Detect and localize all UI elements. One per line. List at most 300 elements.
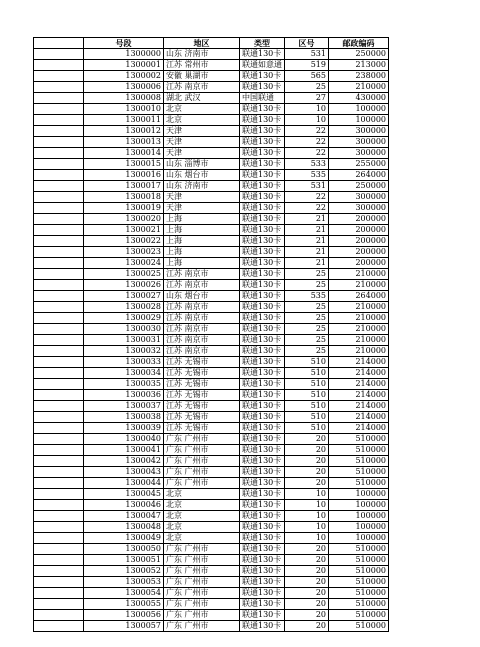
cell-type[interactable]: 联通130卡 (240, 610, 285, 621)
cell-segment[interactable]: 1300035 (84, 379, 164, 390)
cell-postal-code[interactable]: 214000 (329, 357, 389, 368)
cell-type[interactable]: 联通130卡 (240, 445, 285, 456)
cell-type[interactable]: 联通130卡 (240, 566, 285, 577)
cell-postal-code[interactable]: 510000 (329, 621, 389, 632)
table-row (34, 357, 389, 368)
cell-region[interactable]: 江苏 南京市 (164, 302, 240, 313)
cell-postal-code[interactable]: 250000 (329, 49, 389, 60)
cell-postal-code[interactable]: 510000 (329, 566, 389, 577)
cell-segment[interactable]: 1300023 (84, 247, 164, 258)
cell-segment[interactable]: 1300053 (84, 577, 164, 588)
cell-area-code[interactable]: 533 (285, 159, 329, 170)
cell-type[interactable]: 联通130卡 (240, 467, 285, 478)
cell-postal-code[interactable]: 210000 (329, 346, 389, 357)
row-blank-cell (34, 335, 84, 346)
cell-region[interactable]: 安徽 巢湖市 (164, 71, 240, 82)
cell-postal-code[interactable]: 210000 (329, 82, 389, 93)
cell-postal-code[interactable]: 300000 (329, 148, 389, 159)
cell-type[interactable]: 联通130卡 (240, 401, 285, 412)
cell-area-code[interactable]: 20 (285, 577, 329, 588)
cell-area-code[interactable]: 510 (285, 357, 329, 368)
cell-area-code[interactable]: 10 (285, 522, 329, 533)
cell-type[interactable]: 联通130卡 (240, 192, 285, 203)
cell-segment[interactable]: 1300052 (84, 566, 164, 577)
cell-region[interactable]: 广东 广州市 (164, 566, 240, 577)
cell-segment[interactable]: 1300012 (84, 126, 164, 137)
cell-type[interactable]: 联通130卡 (240, 269, 285, 280)
cell-region[interactable]: 广东 广州市 (164, 555, 240, 566)
cell-type[interactable]: 联通130卡 (240, 181, 285, 192)
cell-region[interactable]: 江苏 无锡市 (164, 423, 240, 434)
cell-segment[interactable]: 1300000 (84, 49, 164, 60)
cell-postal-code[interactable]: 213000 (329, 60, 389, 71)
cell-region[interactable]: 天津 (164, 203, 240, 214)
cell-region[interactable]: 广东 广州市 (164, 577, 240, 588)
header-postal-code[interactable]: 邮政编码 (329, 38, 389, 49)
cell-segment[interactable]: 1300022 (84, 236, 164, 247)
cell-area-code[interactable]: 20 (285, 544, 329, 555)
cell-postal-code[interactable]: 510000 (329, 456, 389, 467)
cell-region[interactable]: 上海 (164, 258, 240, 269)
cell-segment[interactable]: 1300032 (84, 346, 164, 357)
cell-segment[interactable]: 1300050 (84, 544, 164, 555)
cell-segment[interactable]: 1300041 (84, 445, 164, 456)
cell-region[interactable]: 北京 (164, 489, 240, 500)
cell-type[interactable]: 联通130卡 (240, 357, 285, 368)
cell-area-code[interactable]: 20 (285, 434, 329, 445)
cell-postal-code[interactable]: 430000 (329, 93, 389, 104)
table-row (34, 225, 389, 236)
cell-area-code[interactable]: 21 (285, 236, 329, 247)
cell-type[interactable]: 联通130卡 (240, 324, 285, 335)
cell-region[interactable]: 广东 广州市 (164, 544, 240, 555)
row-blank-cell (34, 214, 84, 225)
cell-segment[interactable]: 1300019 (84, 203, 164, 214)
cell-region[interactable]: 山东 淄博市 (164, 159, 240, 170)
cell-region[interactable]: 江苏 南京市 (164, 346, 240, 357)
table-row (34, 60, 389, 71)
cell-segment[interactable]: 1300037 (84, 401, 164, 412)
cell-area-code[interactable]: 20 (285, 610, 329, 621)
cell-postal-code[interactable]: 300000 (329, 126, 389, 137)
cell-region[interactable]: 江苏 无锡市 (164, 368, 240, 379)
cell-type[interactable]: 联通130卡 (240, 599, 285, 610)
row-blank-cell (34, 192, 84, 203)
table-row (34, 192, 389, 203)
cell-region[interactable]: 广东 广州市 (164, 621, 240, 632)
cell-area-code[interactable]: 21 (285, 258, 329, 269)
cell-region[interactable]: 天津 (164, 148, 240, 159)
cell-area-code[interactable]: 20 (285, 456, 329, 467)
cell-area-code[interactable]: 21 (285, 214, 329, 225)
cell-postal-code[interactable]: 510000 (329, 577, 389, 588)
cell-segment[interactable]: 1300011 (84, 115, 164, 126)
cell-region[interactable]: 湖北 武汉 (164, 93, 240, 104)
cell-type[interactable]: 联通130卡 (240, 577, 285, 588)
cell-area-code[interactable]: 25 (285, 313, 329, 324)
cell-type[interactable]: 联通130卡 (240, 214, 285, 225)
cell-area-code[interactable]: 22 (285, 126, 329, 137)
cell-postal-code[interactable]: 510000 (329, 555, 389, 566)
cell-region[interactable]: 江苏 南京市 (164, 269, 240, 280)
cell-region[interactable]: 江苏 南京市 (164, 335, 240, 346)
cell-segment[interactable]: 1300042 (84, 456, 164, 467)
cell-type[interactable]: 联通130卡 (240, 489, 285, 500)
cell-segment[interactable]: 1300055 (84, 599, 164, 610)
cell-segment[interactable]: 1300039 (84, 423, 164, 434)
cell-postal-code[interactable]: 214000 (329, 423, 389, 434)
table-row (34, 445, 389, 456)
cell-area-code[interactable]: 535 (285, 170, 329, 181)
cell-postal-code[interactable]: 250000 (329, 181, 389, 192)
cell-segment[interactable]: 1300043 (84, 467, 164, 478)
cell-region[interactable]: 江苏 南京市 (164, 313, 240, 324)
cell-segment[interactable]: 1300049 (84, 533, 164, 544)
cell-segment[interactable]: 1300016 (84, 170, 164, 181)
cell-type[interactable]: 联通130卡 (240, 170, 285, 181)
cell-type[interactable]: 联通130卡 (240, 302, 285, 313)
header-row (34, 38, 389, 49)
header-area-code[interactable]: 区号 (285, 38, 329, 49)
cell-region[interactable]: 广东 广州市 (164, 434, 240, 445)
cell-type[interactable]: 联通130卡 (240, 258, 285, 269)
cell-type[interactable]: 中国联通 (240, 93, 285, 104)
cell-region[interactable]: 上海 (164, 214, 240, 225)
row-blank-cell (34, 236, 84, 247)
table-row (34, 456, 389, 467)
cell-type[interactable]: 联通130卡 (240, 104, 285, 115)
cell-area-code[interactable]: 22 (285, 137, 329, 148)
cell-type[interactable]: 联通130卡 (240, 456, 285, 467)
cell-area-code[interactable]: 25 (285, 82, 329, 93)
row-blank-cell (34, 115, 84, 126)
cell-segment[interactable]: 1300029 (84, 313, 164, 324)
cell-area-code[interactable]: 10 (285, 533, 329, 544)
cell-area-code[interactable]: 531 (285, 49, 329, 60)
table-row (34, 214, 389, 225)
cell-segment[interactable]: 1300028 (84, 302, 164, 313)
cell-postal-code[interactable]: 210000 (329, 269, 389, 280)
cell-area-code[interactable]: 20 (285, 555, 329, 566)
row-blank-cell (34, 291, 84, 302)
cell-segment[interactable]: 1300021 (84, 225, 164, 236)
cell-postal-code[interactable]: 100000 (329, 500, 389, 511)
cell-type[interactable]: 联通130卡 (240, 500, 285, 511)
cell-region[interactable]: 上海 (164, 236, 240, 247)
table-row (34, 280, 389, 291)
cell-region[interactable]: 江苏 无锡市 (164, 357, 240, 368)
cell-area-code[interactable]: 510 (285, 423, 329, 434)
cell-postal-code[interactable]: 200000 (329, 225, 389, 236)
cell-region[interactable]: 广东 广州市 (164, 467, 240, 478)
header-type[interactable]: 类型 (240, 38, 285, 49)
cell-area-code[interactable]: 10 (285, 104, 329, 115)
cell-area-code[interactable]: 20 (285, 445, 329, 456)
cell-area-code[interactable]: 22 (285, 148, 329, 159)
cell-postal-code[interactable]: 255000 (329, 159, 389, 170)
cell-type[interactable]: 联通130卡 (240, 544, 285, 555)
cell-type[interactable]: 联通130卡 (240, 412, 285, 423)
cell-postal-code[interactable]: 210000 (329, 280, 389, 291)
cell-type[interactable]: 联通130卡 (240, 71, 285, 82)
row-blank-cell (34, 566, 84, 577)
cell-area-code[interactable]: 25 (285, 346, 329, 357)
cell-postal-code[interactable]: 100000 (329, 511, 389, 522)
cell-type[interactable]: 联通130卡 (240, 291, 285, 302)
cell-region[interactable]: 广东 广州市 (164, 610, 240, 621)
cell-area-code[interactable]: 25 (285, 269, 329, 280)
cell-segment[interactable]: 1300030 (84, 324, 164, 335)
cell-segment[interactable]: 1300018 (84, 192, 164, 203)
cell-type[interactable]: 联通130卡 (240, 280, 285, 291)
cell-type[interactable]: 联通130卡 (240, 588, 285, 599)
cell-postal-code[interactable]: 100000 (329, 115, 389, 126)
cell-region[interactable]: 江苏 南京市 (164, 324, 240, 335)
cell-postal-code[interactable]: 210000 (329, 302, 389, 313)
cell-area-code[interactable]: 531 (285, 181, 329, 192)
cell-postal-code[interactable]: 510000 (329, 544, 389, 555)
cell-area-code[interactable]: 10 (285, 115, 329, 126)
cell-region[interactable]: 天津 (164, 137, 240, 148)
cell-type[interactable]: 联通130卡 (240, 390, 285, 401)
cell-region[interactable]: 山东 济南市 (164, 49, 240, 60)
cell-area-code[interactable]: 510 (285, 412, 329, 423)
cell-region[interactable]: 天津 (164, 192, 240, 203)
cell-segment[interactable]: 1300010 (84, 104, 164, 115)
cell-region[interactable]: 山东 济南市 (164, 181, 240, 192)
cell-segment[interactable]: 1300031 (84, 335, 164, 346)
cell-postal-code[interactable]: 510000 (329, 588, 389, 599)
cell-postal-code[interactable]: 300000 (329, 192, 389, 203)
cell-area-code[interactable]: 25 (285, 324, 329, 335)
cell-postal-code[interactable]: 200000 (329, 214, 389, 225)
cell-segment[interactable]: 1300056 (84, 610, 164, 621)
cell-area-code[interactable]: 510 (285, 379, 329, 390)
cell-area-code[interactable]: 22 (285, 192, 329, 203)
cell-region[interactable]: 江苏 无锡市 (164, 412, 240, 423)
cell-region[interactable]: 天津 (164, 126, 240, 137)
cell-postal-code[interactable]: 214000 (329, 368, 389, 379)
cell-postal-code[interactable]: 510000 (329, 434, 389, 445)
cell-type[interactable]: 联通130卡 (240, 533, 285, 544)
table-row (34, 159, 389, 170)
cell-segment[interactable]: 1300038 (84, 412, 164, 423)
cell-postal-code[interactable]: 100000 (329, 104, 389, 115)
cell-postal-code[interactable]: 214000 (329, 390, 389, 401)
cell-region[interactable]: 广东 广州市 (164, 478, 240, 489)
cell-area-code[interactable]: 10 (285, 511, 329, 522)
cell-area-code[interactable]: 25 (285, 335, 329, 346)
cell-area-code[interactable]: 10 (285, 489, 329, 500)
table-row (34, 71, 389, 82)
row-blank-cell (34, 137, 84, 148)
cell-postal-code[interactable]: 214000 (329, 379, 389, 390)
cell-region[interactable]: 北京 (164, 500, 240, 511)
cell-area-code[interactable]: 510 (285, 401, 329, 412)
cell-postal-code[interactable]: 210000 (329, 335, 389, 346)
cell-area-code[interactable]: 27 (285, 93, 329, 104)
cell-area-code[interactable]: 535 (285, 291, 329, 302)
cell-area-code[interactable]: 20 (285, 621, 329, 632)
cell-region[interactable]: 上海 (164, 247, 240, 258)
cell-postal-code[interactable]: 214000 (329, 401, 389, 412)
cell-region[interactable]: 江苏 常州市 (164, 60, 240, 71)
cell-area-code[interactable]: 510 (285, 390, 329, 401)
cell-area-code[interactable]: 519 (285, 60, 329, 71)
cell-region[interactable]: 江苏 无锡市 (164, 401, 240, 412)
cell-segment[interactable]: 1300036 (84, 390, 164, 401)
cell-segment[interactable]: 1300027 (84, 291, 164, 302)
table-row (34, 423, 389, 434)
cell-postal-code[interactable]: 210000 (329, 324, 389, 335)
cell-segment[interactable]: 1300006 (84, 82, 164, 93)
cell-segment[interactable]: 1300001 (84, 60, 164, 71)
cell-segment[interactable]: 1300014 (84, 148, 164, 159)
cell-type[interactable]: 联通130卡 (240, 137, 285, 148)
cell-region[interactable]: 北京 (164, 511, 240, 522)
table-row (34, 511, 389, 522)
cell-area-code[interactable]: 20 (285, 467, 329, 478)
cell-segment[interactable]: 1300015 (84, 159, 164, 170)
cell-type[interactable]: 联通130卡 (240, 49, 285, 60)
cell-region[interactable]: 江苏 无锡市 (164, 390, 240, 401)
cell-type[interactable]: 联通130卡 (240, 368, 285, 379)
cell-type[interactable]: 联通130卡 (240, 335, 285, 346)
cell-region[interactable]: 山东 烟台市 (164, 170, 240, 181)
cell-type[interactable]: 联通130卡 (240, 115, 285, 126)
cell-postal-code[interactable]: 510000 (329, 445, 389, 456)
cell-region[interactable]: 北京 (164, 533, 240, 544)
cell-segment[interactable]: 1300008 (84, 93, 164, 104)
cell-region[interactable]: 北京 (164, 104, 240, 115)
cell-postal-code[interactable]: 510000 (329, 478, 389, 489)
cell-postal-code[interactable]: 238000 (329, 71, 389, 82)
cell-type[interactable]: 联通130卡 (240, 434, 285, 445)
row-blank-cell (34, 445, 84, 456)
cell-segment[interactable]: 1300047 (84, 511, 164, 522)
cell-postal-code[interactable]: 100000 (329, 533, 389, 544)
cell-postal-code[interactable]: 200000 (329, 258, 389, 269)
cell-type[interactable]: 联通130卡 (240, 478, 285, 489)
table-row (34, 346, 389, 357)
cell-region[interactable]: 广东 广州市 (164, 599, 240, 610)
cell-region[interactable]: 广东 广州市 (164, 588, 240, 599)
cell-postal-code[interactable]: 510000 (329, 467, 389, 478)
cell-segment[interactable]: 1300044 (84, 478, 164, 489)
cell-area-code[interactable]: 25 (285, 302, 329, 313)
cell-segment[interactable]: 1300045 (84, 489, 164, 500)
cell-segment[interactable]: 1300033 (84, 357, 164, 368)
cell-postal-code[interactable]: 100000 (329, 522, 389, 533)
cell-area-code[interactable]: 22 (285, 203, 329, 214)
cell-area-code[interactable]: 21 (285, 225, 329, 236)
cell-segment[interactable]: 1300026 (84, 280, 164, 291)
cell-postal-code[interactable]: 100000 (329, 489, 389, 500)
cell-type[interactable]: 联通130卡 (240, 236, 285, 247)
cell-segment[interactable]: 1300057 (84, 621, 164, 632)
cell-type[interactable]: 联通130卡 (240, 346, 285, 357)
cell-area-code[interactable]: 565 (285, 71, 329, 82)
cell-type[interactable]: 联通130卡 (240, 82, 285, 93)
row-blank-cell (34, 247, 84, 258)
cell-segment[interactable]: 1300020 (84, 214, 164, 225)
cell-region[interactable]: 江苏 无锡市 (164, 379, 240, 390)
cell-postal-code[interactable]: 264000 (329, 291, 389, 302)
cell-type[interactable]: 联通130卡 (240, 555, 285, 566)
cell-area-code[interactable]: 20 (285, 599, 329, 610)
cell-type[interactable]: 联通130卡 (240, 159, 285, 170)
cell-area-code[interactable]: 10 (285, 500, 329, 511)
cell-segment[interactable]: 1300046 (84, 500, 164, 511)
cell-type[interactable]: 联通130卡 (240, 621, 285, 632)
cell-postal-code[interactable]: 300000 (329, 203, 389, 214)
table-row (34, 49, 389, 60)
table-row (34, 566, 389, 577)
cell-region[interactable]: 北京 (164, 115, 240, 126)
cell-segment[interactable]: 1300025 (84, 269, 164, 280)
cell-area-code[interactable]: 21 (285, 247, 329, 258)
cell-postal-code[interactable]: 510000 (329, 599, 389, 610)
cell-segment[interactable]: 1300013 (84, 137, 164, 148)
row-blank-cell (34, 368, 84, 379)
cell-region[interactable]: 上海 (164, 225, 240, 236)
cell-area-code[interactable]: 20 (285, 478, 329, 489)
cell-segment[interactable]: 1300040 (84, 434, 164, 445)
cell-type[interactable]: 联通130卡 (240, 522, 285, 533)
cell-postal-code[interactable]: 210000 (329, 313, 389, 324)
row-blank-cell (34, 302, 84, 313)
cell-segment[interactable]: 1300024 (84, 258, 164, 269)
cell-segment[interactable]: 1300054 (84, 588, 164, 599)
table-row (34, 324, 389, 335)
cell-postal-code[interactable]: 214000 (329, 412, 389, 423)
cell-region[interactable]: 江苏 南京市 (164, 82, 240, 93)
cell-segment[interactable]: 1300002 (84, 71, 164, 82)
cell-segment[interactable]: 1300048 (84, 522, 164, 533)
cell-type[interactable]: 联通130卡 (240, 148, 285, 159)
cell-segment[interactable]: 1300034 (84, 368, 164, 379)
cell-area-code[interactable]: 25 (285, 280, 329, 291)
cell-region[interactable]: 广东 广州市 (164, 445, 240, 456)
cell-type[interactable]: 联通130卡 (240, 126, 285, 137)
cell-type[interactable]: 联通如意通 (240, 60, 285, 71)
cell-postal-code[interactable]: 264000 (329, 170, 389, 181)
cell-type[interactable]: 联通130卡 (240, 225, 285, 236)
cell-type[interactable]: 联通130卡 (240, 511, 285, 522)
row-blank-cell (34, 104, 84, 115)
cell-postal-code[interactable]: 300000 (329, 137, 389, 148)
cell-region[interactable]: 广东 广州市 (164, 456, 240, 467)
cell-area-code[interactable]: 510 (285, 368, 329, 379)
header-region[interactable]: 地区 (164, 38, 240, 49)
cell-postal-code[interactable]: 200000 (329, 236, 389, 247)
cell-type[interactable]: 联通130卡 (240, 313, 285, 324)
cell-region[interactable]: 北京 (164, 522, 240, 533)
cell-type[interactable]: 联通130卡 (240, 247, 285, 258)
cell-region[interactable]: 山东 烟台市 (164, 291, 240, 302)
cell-region[interactable]: 江苏 南京市 (164, 280, 240, 291)
cell-segment[interactable]: 1300017 (84, 181, 164, 192)
cell-area-code[interactable]: 20 (285, 566, 329, 577)
header-segment[interactable]: 号段 (84, 38, 164, 49)
cell-type[interactable]: 联通130卡 (240, 203, 285, 214)
cell-postal-code[interactable]: 200000 (329, 247, 389, 258)
cell-segment[interactable]: 1300051 (84, 555, 164, 566)
cell-postal-code[interactable]: 510000 (329, 610, 389, 621)
cell-area-code[interactable]: 20 (285, 588, 329, 599)
cell-type[interactable]: 联通130卡 (240, 423, 285, 434)
cell-type[interactable]: 联通130卡 (240, 379, 285, 390)
